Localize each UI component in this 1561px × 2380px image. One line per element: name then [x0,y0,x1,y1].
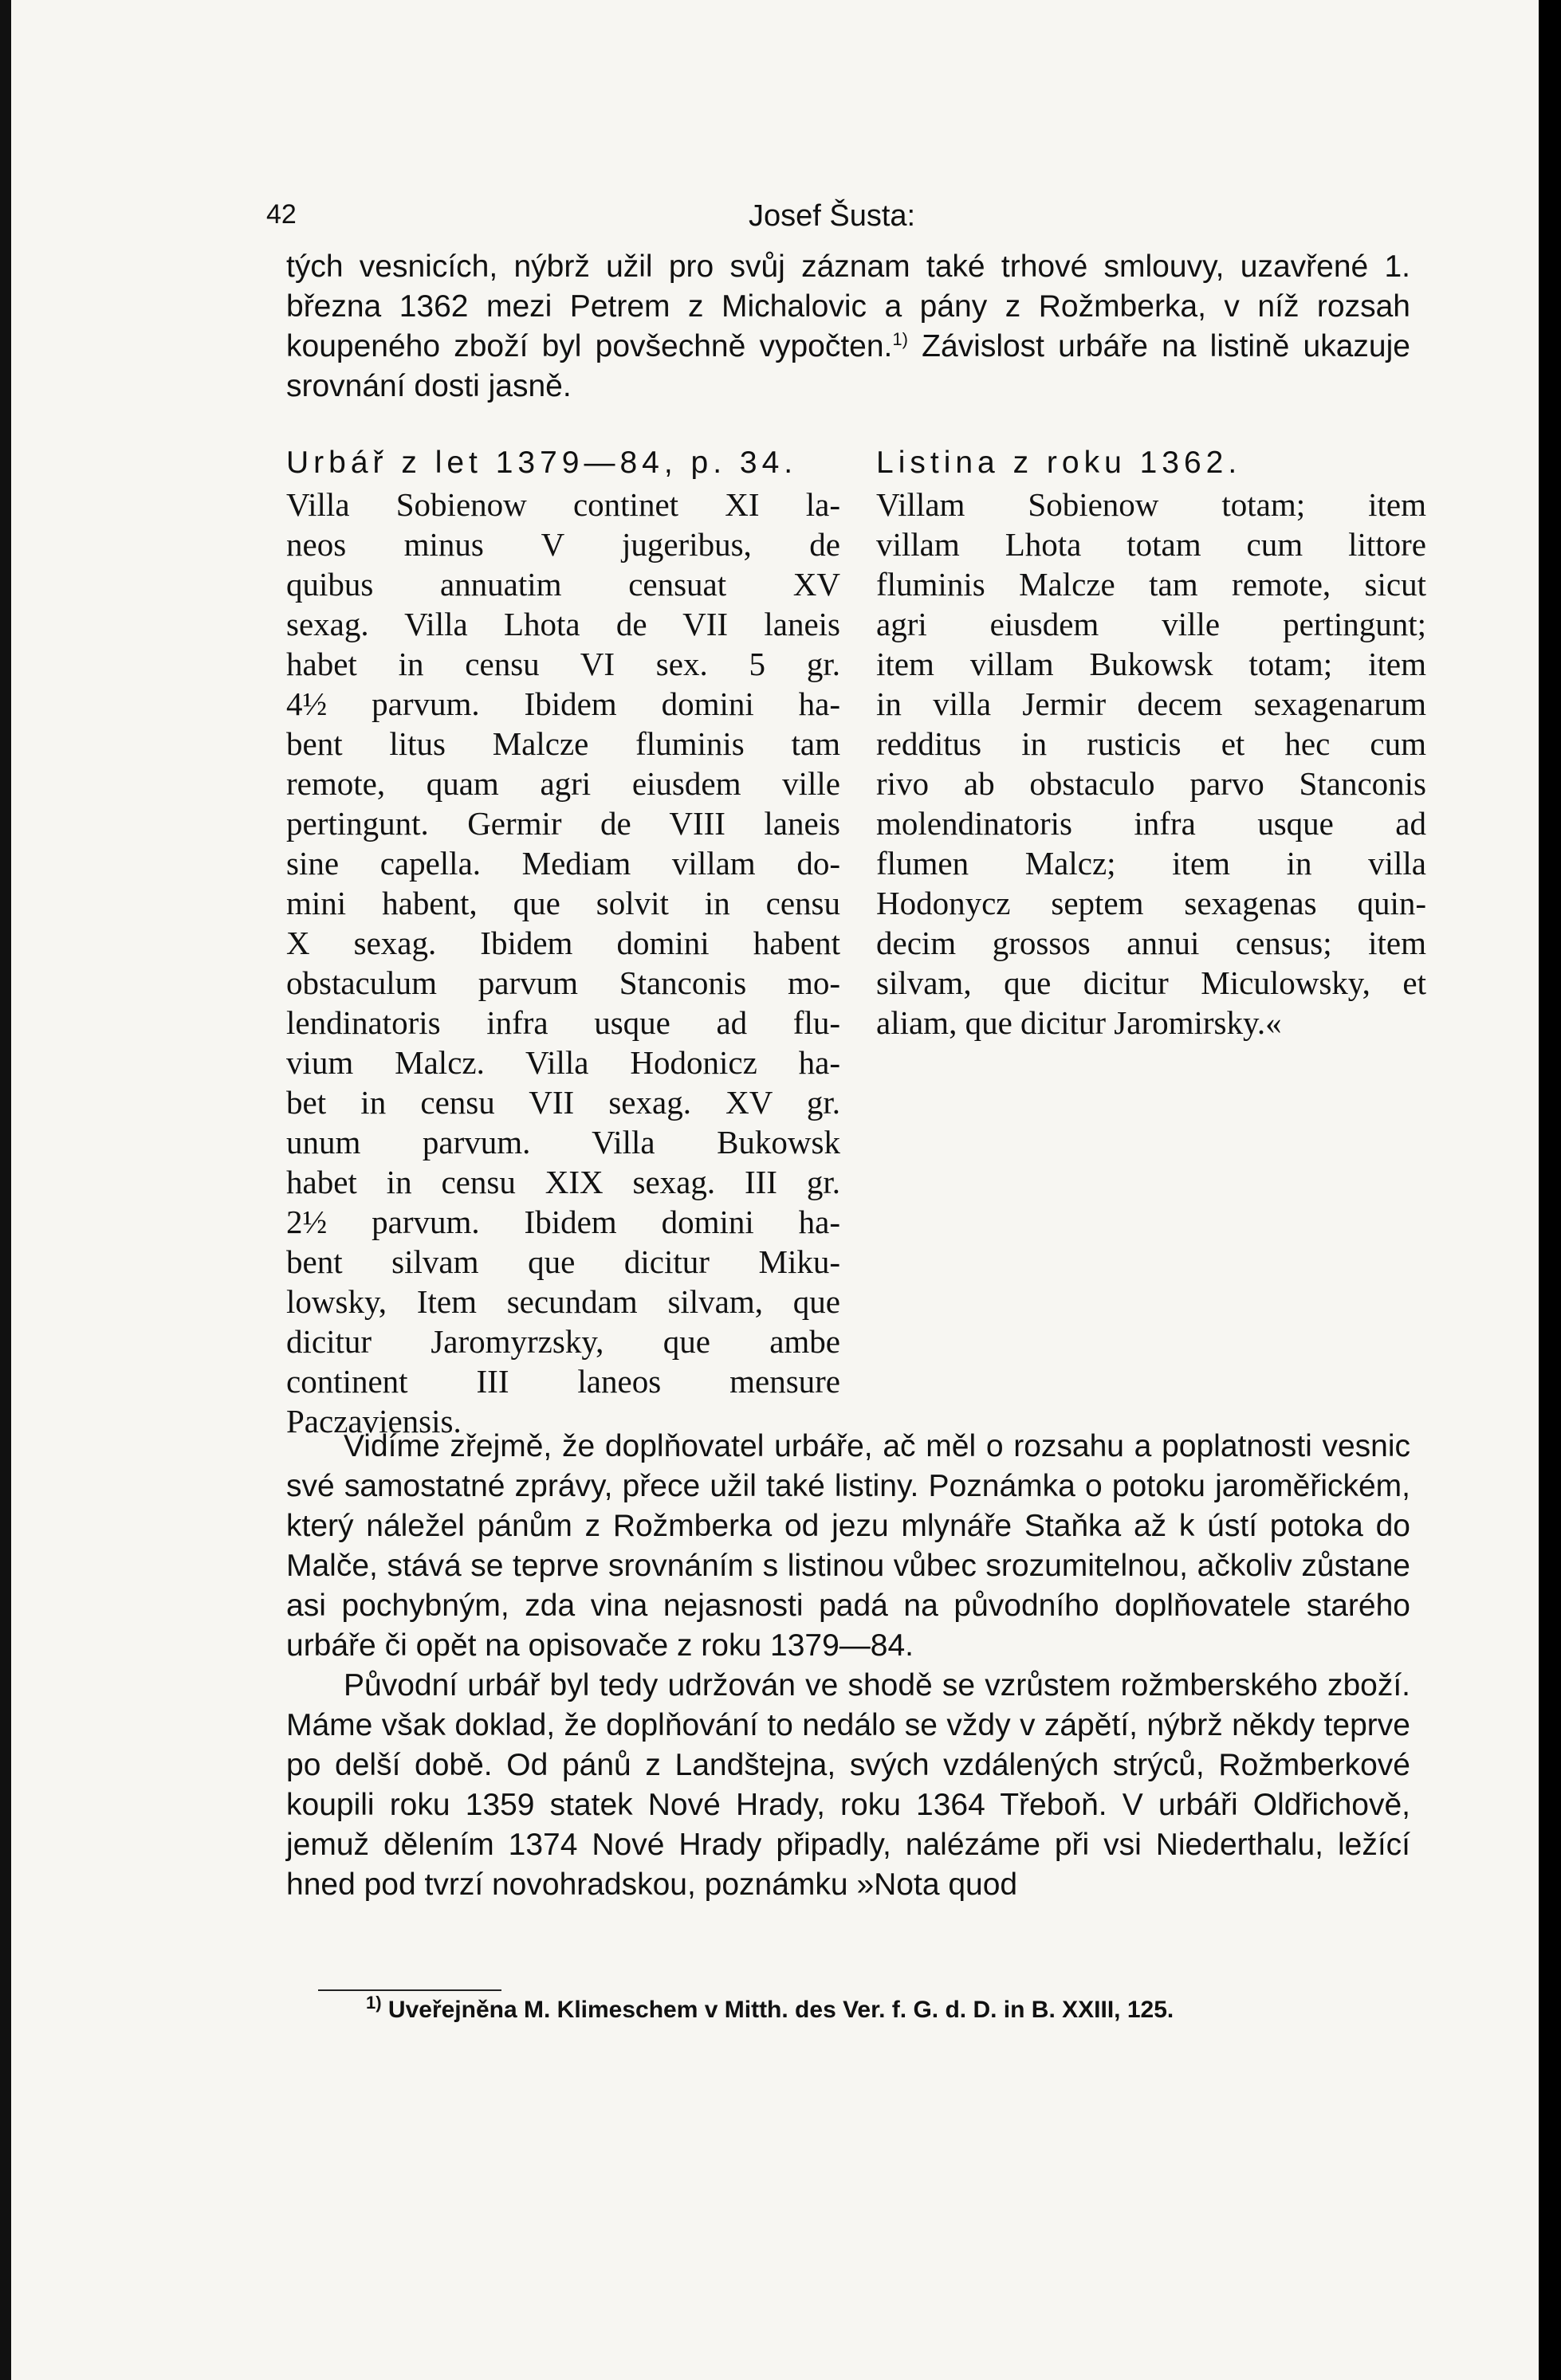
footnote-reference: 1) [892,329,908,349]
left-column-line: bet in censu VII sexag. XV gr. [286,1084,840,1121]
right-column-line: Villam Sobienow totam; item [876,486,1426,523]
page-header [11,199,1539,239]
left-column-line: habet in censu XIX sexag. III gr. [286,1164,840,1200]
right-column-line: molendinatoris infra usque ad [876,805,1426,842]
right-column-line: fluminis Malcze tam remote, sicut [876,566,1426,603]
left-column-line: bent litus Malcze fluminis tam [286,725,840,762]
right-column-line: flumen Malcz; item in villa [876,845,1426,882]
right-column-line: in villa Jermir decem sexagenarum [876,685,1426,722]
left-column-line: unum parvum. Villa Bukowsk [286,1124,840,1161]
footnote-mark: 1) [366,1993,382,2013]
right-column-line: item villam Bukowsk totam; item [876,646,1426,682]
left-column [286,443,840,1441]
left-column-line: quibus annuatim censuat XV [286,566,840,603]
left-column-line: Villa Sobienow continet XI la- [286,486,840,523]
right-column [876,443,1426,1043]
footnote-divider [318,1989,501,1991]
intro-paragraph [286,247,1410,406]
left-column-line: pertingunt. Germir de VIII laneis [286,805,840,842]
right-column-heading: Listina z roku 1362. [876,446,1242,480]
body-paragraph-1: Vidíme zřejmě, že doplňovatel urbáře, ač měl o rozsahu a poplatnosti vesnic své samostatné zprávy, přece užil také listiny. Poznámka o potoku jaroměřickém, který náležel pánům z Rožmberka od jezu mlynáře Staňka až k ústí potoka do Malče, stává se teprve srovnáním s listinou vůbec srozumitelnou, ačkoliv zůstane asi pochybným, zda vina nejasnosti padá na původního doplňovatele starého urbáře či opět na opisovače z roku 1379—84. [286,1429,1410,1663]
left-column-line: neos minus V jugeribus, de [286,526,840,563]
left-column-line: Paczaviensis. [286,1403,462,1439]
running-head: Josef Šusta: [749,199,916,233]
left-column-line: bent silvam que dicitur Miku- [286,1243,840,1280]
left-column-line: obstaculum parvum Stanconis mo- [286,964,840,1001]
left-column-line: 2½ parvum. Ibidem domini ha- [286,1204,840,1240]
left-column-heading: Urbář z let 1379—84, p. 34. [286,446,798,480]
right-column-line: redditus in rusticis et hec cum [876,725,1426,762]
right-column-line: agri eiusdem ville pertingunt; [876,606,1426,642]
right-column-line: villam Lhota totam cum littore [876,526,1426,563]
right-column-line: aliam, que dicitur Jaromirsky.« [876,1004,1282,1041]
left-column-line: mini habent, que solvit in censu [286,885,840,921]
left-column-line: X sexag. Ibidem domini habent [286,925,840,961]
page-number: 42 [266,199,297,230]
left-column-text [286,485,840,1441]
left-column-line: 4½ parvum. Ibidem domini ha- [286,685,840,722]
footnote-text: Uveřejněna M. Klimeschem v Mitth. des Ver. f. G. d. D. in B. XXIII, 125. [387,1997,1174,2023]
right-column-text [876,485,1426,1043]
footnote [366,1994,1174,2026]
left-column-line: lowsky, Item secundam silvam, que [286,1283,840,1320]
right-column-line: Hodonycz septem sexagenas quin- [876,885,1426,921]
left-column-line: vium Malcz. Villa Hodonicz ha- [286,1044,840,1081]
left-column-line: sine capella. Mediam villam do- [286,845,840,882]
scan-edge-left [0,0,11,2380]
left-column-line: sexag. Villa Lhota de VII laneis [286,606,840,642]
document-page [11,0,1539,2380]
intro-text-continued: Závislost urbáře na listině ukazuje srovnání dosti jasně. [286,329,1410,403]
right-column-line: silvam, que dicitur Miculowsky, et [876,964,1426,1001]
left-column-line: continent III laneos mensure [286,1363,840,1400]
scan-edge-right [1539,0,1561,2380]
right-column-line: rivo ab obstaculo parvo Stanconis [876,765,1426,802]
body-text [286,1427,1410,1905]
right-column-line: decim grossos annui census; item [876,925,1426,961]
left-column-line: lendinatoris infra usque ad flu- [286,1004,840,1041]
left-column-line: habet in censu VI sex. 5 gr. [286,646,840,682]
intro-text: tých vesnicích, nýbrž užil pro svůj záznam také trhové smlouvy, uzavřené 1. března 1362 mezi Petrem z Michalovic a pány z Rožmberka, v níž rozsah koupeného zboží byl povšechně vypočten. [286,249,1410,363]
body-paragraph-2: Původní urbář byl tedy udržován ve shodě se vzrůstem rožmberského zboží. Máme však doklad, že doplňování to nedálo se vždy v zápětí, nýbrž někdy teprve po delší době. Od pánů z Landštejna, svých vzdálených strýců, Rožmberkové koupili roku 1359 statek Nové Hrady, roku 1364 Třeboň. V urbáři Oldřichově, jemuž dělením 1374 Nové Hrady připadly, nalézáme při vsi Niederthalu, ležící hned pod tvrzí novohradskou, poznámku »Nota quod [286,1668,1410,1902]
left-column-line: dicitur Jaromyrzsky, que ambe [286,1323,840,1360]
left-column-line: remote, quam agri eiusdem ville [286,765,840,802]
